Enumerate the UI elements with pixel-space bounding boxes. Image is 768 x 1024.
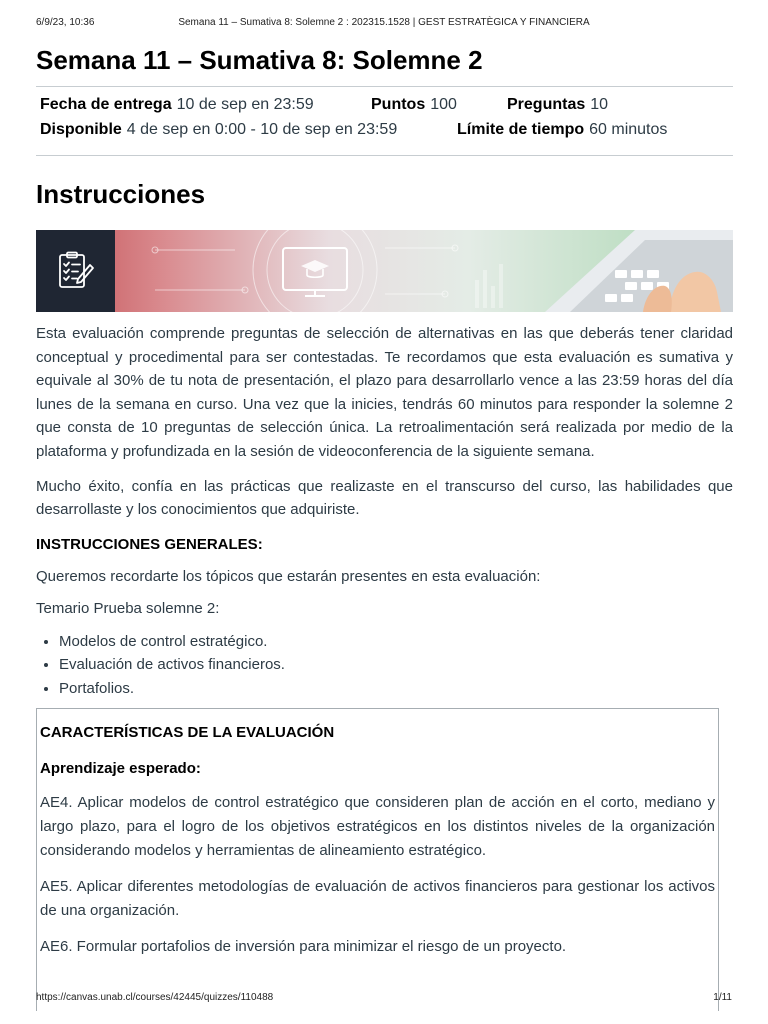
learning-outcome-ae4: AE4. Aplicar modelos de control estratégico que consideren plan de acción en el corto, mediano y largo plazo, para el logro de los objetivos estratégicos en los distintos niveles de la organización considerando modelos y herramientas de alineamiento estratégico. (40, 794, 715, 860)
divider (36, 155, 733, 156)
quiz-title: Semana 11 – Sumativa 8: Solemne 2 (36, 45, 483, 75)
list-item: • Modelos de control estratégico. (59, 630, 733, 654)
time-limit: Límite de tiempo 60 minutos (457, 121, 668, 138)
learning-outcome-ae5: AE5. Aplicar diferentes metodologías de evaluación de activos financieros para gestionar los activos de una organización. (40, 878, 715, 920)
print-footer (36, 992, 732, 1003)
instructions-heading: Instrucciones (36, 179, 206, 209)
page-url: https://canvas.unab.cl/courses/42445/quizzes/110488 (36, 992, 274, 1003)
list-item: • Evaluación de activos financieros. (59, 653, 733, 677)
print-header (36, 17, 732, 28)
general-instructions-heading: INSTRUCCIONES GENERALES: (36, 535, 263, 553)
page-number: 1/11 (713, 992, 732, 1003)
encouragement-paragraph: Mucho éxito, confía en las prácticas que realizaste en el transcurso del curso, las habilidades que desarrollaste y los conocimientos que adquiriste. (36, 477, 733, 519)
quiz-details (36, 87, 733, 155)
banner-icon-box (36, 230, 115, 312)
evaluation-characteristics-box (36, 708, 719, 1011)
instructions-banner (36, 230, 733, 312)
learning-outcome-ae6: AE6. Formular portafolios de inversión para minimizar el riesgo de un proyecto. (40, 938, 567, 956)
characteristics-title: CARACTERÍSTICAS DE LA EVALUACIÓN (40, 724, 335, 742)
banner-illustration (115, 230, 733, 312)
available-dates: Disponible 4 de sep en 0:00 - 10 de sep en 23:59 (40, 121, 398, 138)
topics-list (36, 630, 733, 701)
topics-intro: Queremos recordarte los tópicos que estarán presentes en esta evaluación: (36, 567, 541, 585)
intro-paragraph: Esta evaluación comprende preguntas de selección de alternativas en las que deberás tener claridad conceptual y procedimental para ser contestadas. Te recordamos que esta evaluación es sumativa y equivale al 30% de tu nota de presentación, el plazo para desarrollarlo vence a las 23:59 horas del día lunes de la semana en curso. Una vez que la inicies, tendrás 60 minutos para responder la solemne 2 que consta de 10 preguntas de selección única. La retroalimentación será realizada por medio de la plataforma y profundizada en la sesión de videoconferencia de la siguiente semana. (36, 325, 733, 460)
print-datetime: 6/9/23, 10:36 (36, 17, 95, 28)
temario-label: Temario Prueba solemne 2: (36, 599, 220, 617)
print-page-title: Semana 11 – Sumativa 8: Solemne 2 : 202315.1528 | GEST ESTRATÈGICA Y FINANCIERA (178, 17, 590, 28)
due-date: Fecha de entrega 10 de sep en 23:59 (40, 96, 314, 113)
quiz-content (36, 40, 733, 1011)
points: Puntos 100 (371, 96, 457, 113)
question-count: Preguntas 10 (507, 96, 609, 113)
expected-learning-heading: Aprendizaje esperado: (40, 760, 201, 778)
checklist-pencil-icon (57, 251, 95, 291)
list-item: • Portafolios. (59, 677, 733, 701)
